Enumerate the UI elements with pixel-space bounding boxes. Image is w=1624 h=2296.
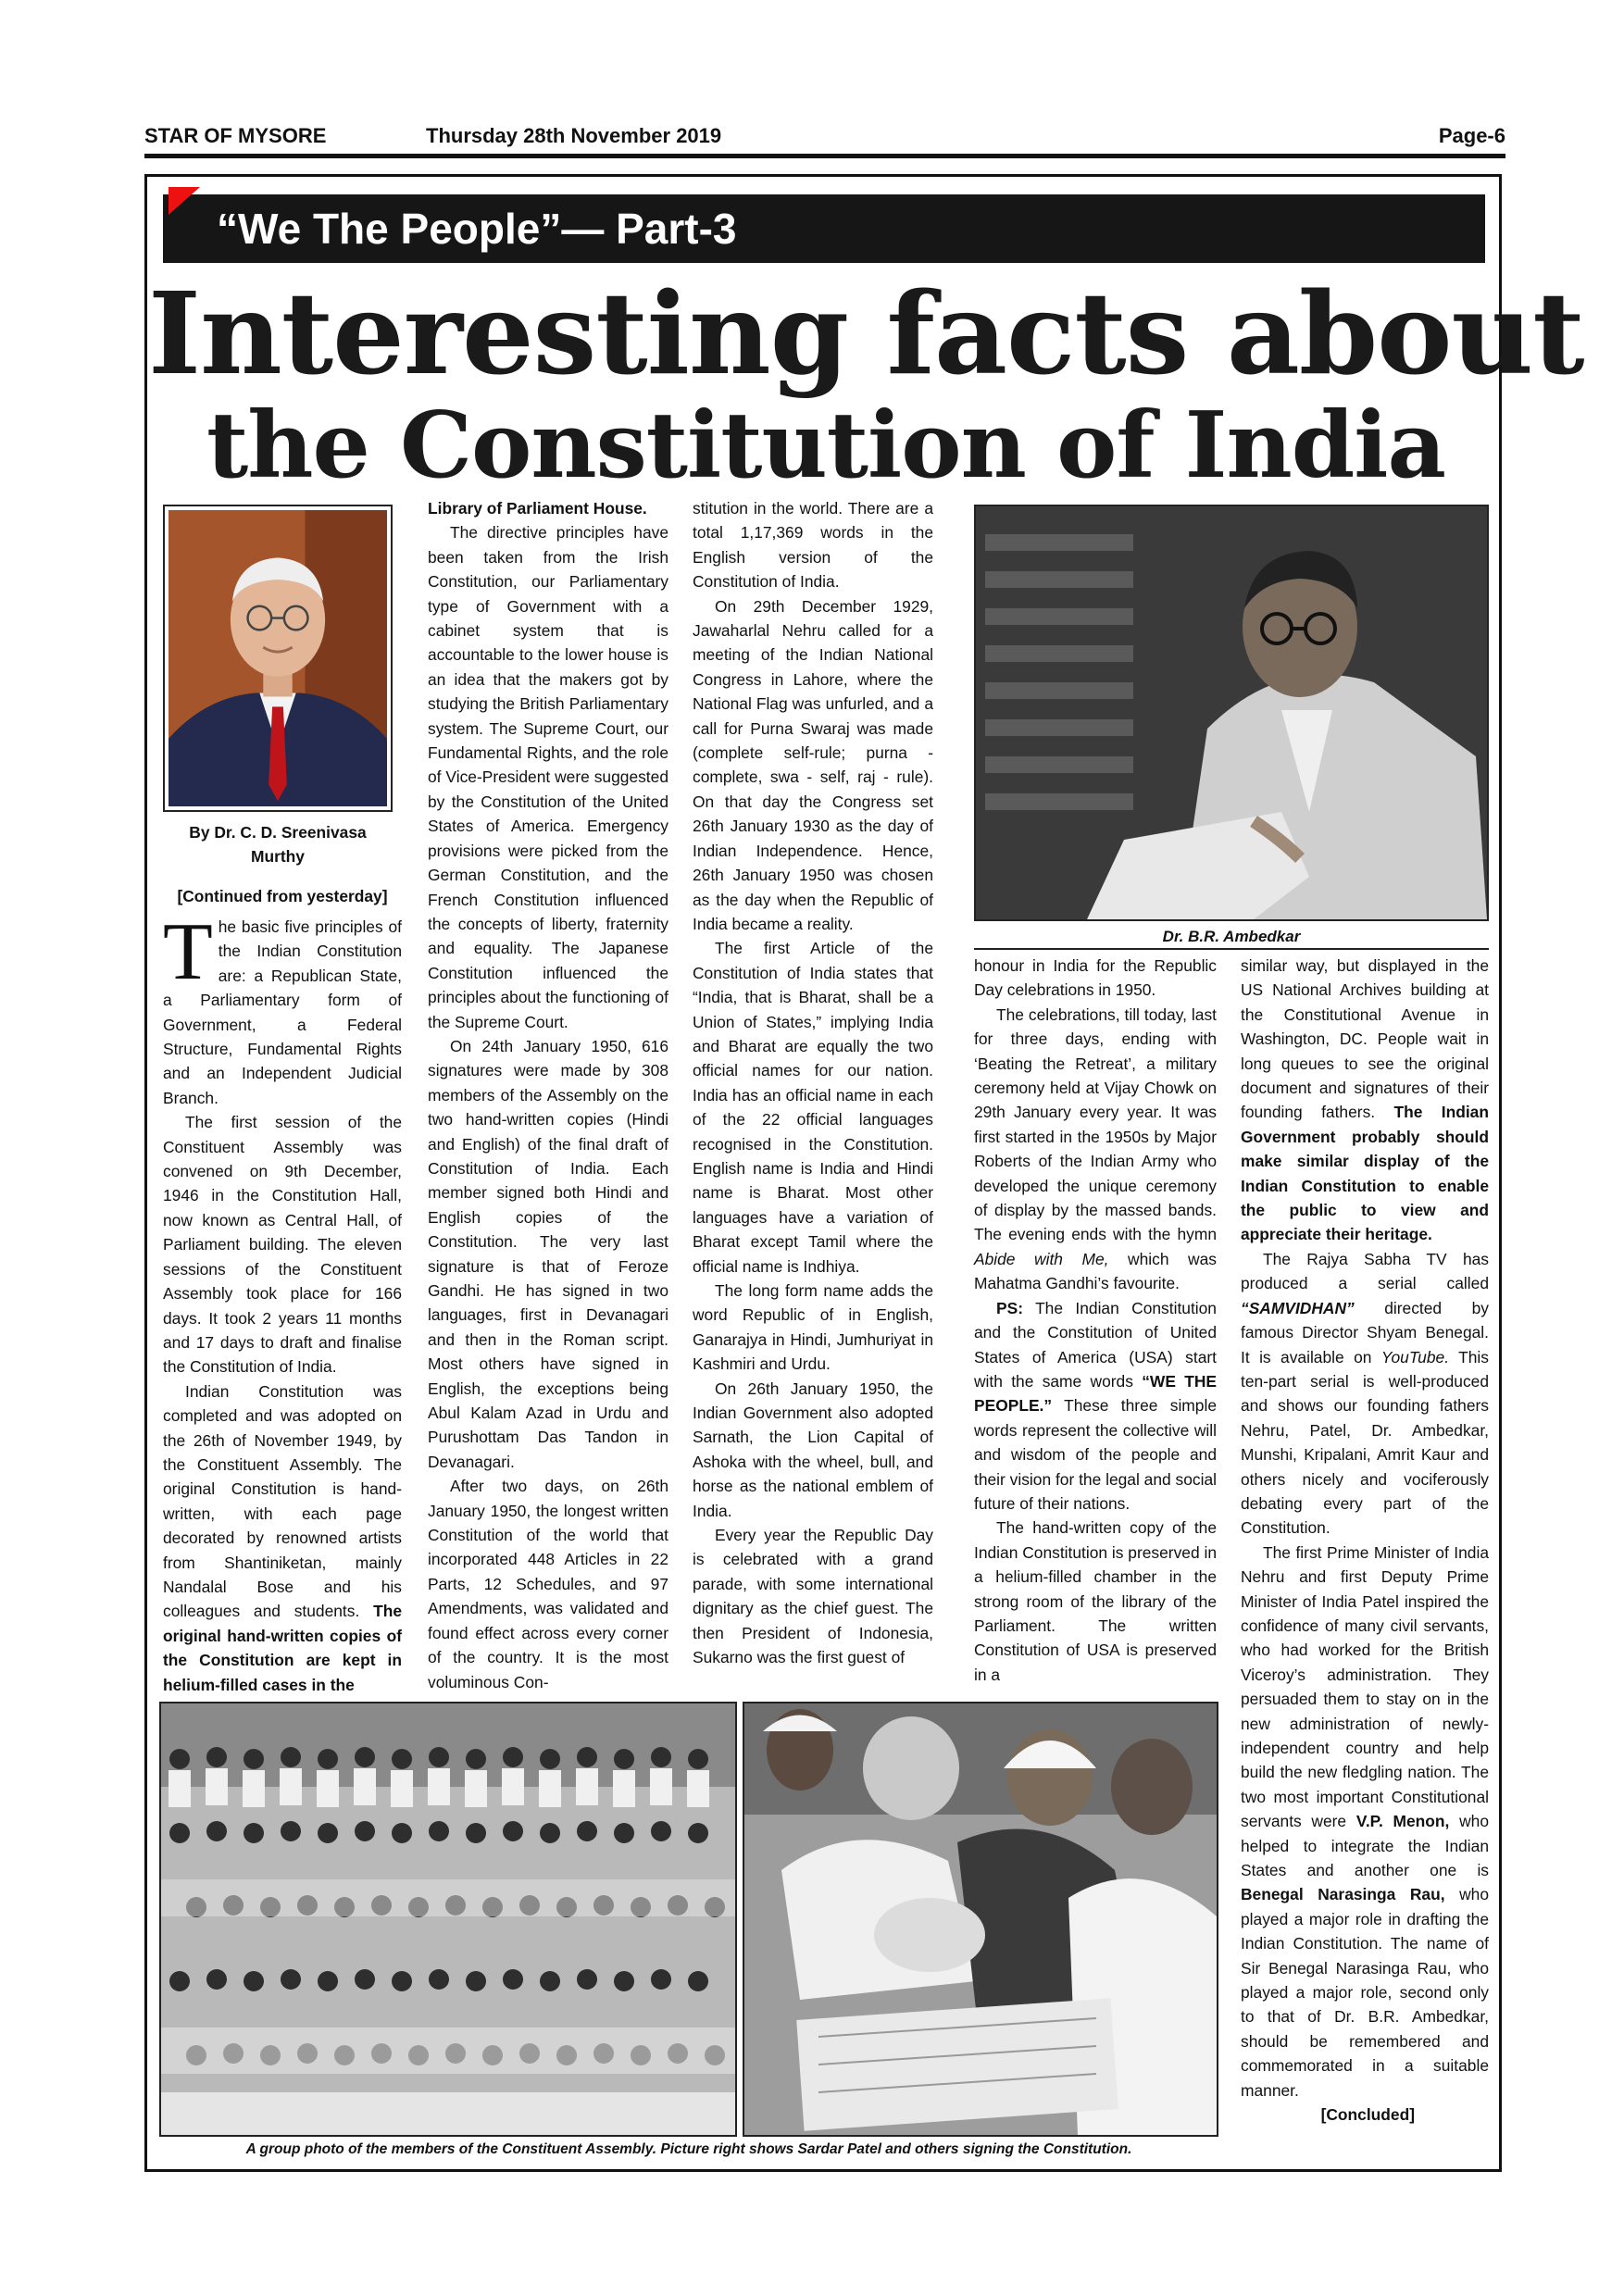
col2-paragraph-1 [428, 496, 668, 520]
col4-ps-label: PS: [996, 1298, 1023, 1317]
byline: By Dr. C. D. Sreenivasa Murthy [189, 823, 367, 866]
col1-p1-text: he basic five principles of the Indian Constitution are: a Republican State, a Parliamentary form of Government, a Federal Structure, Fundamental Rights and an Independent Judicial Branch. [163, 917, 402, 1107]
col1-paragraph-2: The first session of the Constituent Assembly was convened on 9th December, 1946 in the Constitution Hall, now known as Central Hall, of Parliament building. The eleven sessions of the Constituent Assembly took place for 166 days. It took 2 years 11 months and 17 days to draft and finalise the Constitution of India. [163, 1113, 402, 1377]
author-photo [163, 505, 393, 812]
newspaper-name: STAR OF MYSORE [144, 124, 327, 147]
constitution-signing-photo [743, 1702, 1218, 2137]
column-3 [693, 496, 933, 1670]
col4-p3-text-a: The Indian Constitution and the Constitution of United States of America (USA) start with the same words [974, 1298, 1217, 1391]
page-number: Page-6 [1438, 124, 1505, 147]
signing-photo-image [744, 1703, 1217, 2135]
col4-p2-text-a: The celebrations, till today, last for three days, ending with ‘Beating the Retreat’, a military ceremony held at Vijay Chowk on 29th January every year. It was first started in the 1950s by Major Roberts of the Indian Army who developed the unique ceremony of display by the massed bands. The evening ends with the hymn [974, 1004, 1217, 1244]
col1-paragraph-1 [163, 907, 402, 1110]
col5-p2-text-b: directed by famous Director Shyam Benegal. It is available on [1241, 1298, 1489, 1366]
col5-p2-text-a: The Rajya Sabha TV has produced a serial called [1241, 1249, 1489, 1293]
bottom-photo-caption: A group photo of the members of the Constituent Assembly. Picture right shows Sardar Patel and others signing the Constitution. [245, 2141, 1132, 2157]
col3-paragraph-5: On 26th January 1950, the Indian Government also adopted Sarnath, the Lion Capital of Ashoka with the wheel, bull, and horse as the national emblem of India. [693, 1379, 933, 1520]
column-5 [1241, 954, 1489, 2128]
col5-p3-text-c: who played a major role in drafting the Indian Constitution. The name of Sir Benegal Narasinga Rau, who played a major role, second only to that of Dr. B.R. Ambedkar, should be remembered and commemorated in a suitable manner. [1241, 1885, 1489, 2100]
red-corner-flag [169, 187, 200, 215]
col5-p3-bold-2: Benegal Narasinga Rau, [1241, 1885, 1445, 1904]
constituent-assembly-group-photo [159, 1702, 737, 2137]
col3-paragraph-2: On 29th December 1929, Jawaharlal Nehru called for a meeting of the Indian National Congress in Lahore, where the National Flag was unfurled, and a call for Purna Swaraj was made (complete self-rule; purna - complete, swa - self, raj - rule). On that day the Congress set 26th January 1930 as the day of Indian Independence. Hence, 26th January 1950 was chosen as the day when the Republic of India became a reality. [693, 596, 933, 933]
headline-line-1: Interesting facts about [148, 267, 1584, 400]
continued-note: [Continued from yesterday] [177, 887, 388, 905]
col4-p3-bold: “WE THE PEOPLE.” [974, 1371, 1217, 1416]
group-photo-image [161, 1703, 735, 2135]
col5-p2-italic: YouTube. [1380, 1347, 1450, 1366]
col5-paragraph-1 [1241, 954, 1489, 1247]
col4-p2-italic: Abide with Me, [974, 1249, 1109, 1268]
ambedkar-caption: Dr. B.R. Ambedkar [974, 926, 1489, 950]
col4-paragraph-4: The hand-written copy of the Indian Constitution is preserved in a helium-filled chamber in the strong room of the library of the Parliament. The written Constitution of USA is preserved in a [974, 1518, 1217, 1684]
author-portrait-image [169, 510, 387, 806]
col4-p3-text-b: These three simple words represent the collective will and wisdom of the people and their vision for the legal and social future of their nations. [974, 1396, 1217, 1513]
headline-line-2: the Constitution of India [206, 393, 1445, 499]
col3-paragraph-6: Every year the Republic Day is celebrated with a grand parade, with some international dignitary as the chief guest. The then President of Indonesia, Sukarno was the first guest of [693, 1526, 933, 1667]
col1-p3-text: Indian Constitution was completed and was adopted on the 26th of November 1949, by the Constituent Assembly. The original Constitution is hand-written, with each page decorated by renowned artists from Shantiniketan, mainly Nandalal Bose and his colleagues and students. [163, 1381, 402, 1621]
col2-paragraph-2: The directive principles have been taken from the Irish Constitution, our Parliamentary type of Government with a cabinet system that is accountable to the lower house is an idea that the makers got by studying the British Parliamentary system. The Supreme Court, our Fundamental Rights, and the role of Vice-President were suggested by the Constitution of the United States of America. Emergency provisions were picked from the German Constitution, and the French Constitution influenced the concepts of liberty, fraternity and equality. The Japanese Constitution influenced the principles about the functioning of the Supreme Court. [428, 523, 668, 1031]
col2-p1-bold: Library of Parliament House. [428, 499, 647, 518]
col5-p3-bold-1: V.P. Menon, [1355, 1812, 1450, 1831]
ambedkar-image [976, 506, 1487, 919]
col2-paragraph-3: On 24th January 1950, 616 signatures were made by 308 members of the Assembly on the two hand-written copies (Hindi and English) of the final draft of Constitution of India. Each member signed both Hindi and English copies of the Constitution. The very last signature is that of Feroze Gandhi. He has signed in two languages, first in Devanagari and then in the Roman script. Most others have signed in English, the exceptions being Abul Kalam Azad in Urdu and Purushottam Das Tandon in Devanagari. [428, 1036, 668, 1471]
col5-p2-bold: “SAMVIDHAN” [1241, 1298, 1355, 1317]
col2-paragraph-4: After two days, on 26th January 1950, the longest written Constitution of the world that incorporated 448 Articles in 22 Parts, 12 Schedules, and 97 Amendments, was validated and found effect across every corner of the country. It is the most voluminous Con- [428, 1477, 668, 1691]
col5-p2-text-c: This ten-part serial is well-produced and shows our founding fathers Nehru, Patel, Dr. Ambedkar, Munshi, Kripalani, Amrit Kaur and others nicely and vociferously debating every part of the Constitution. [1241, 1347, 1489, 1538]
col3-paragraph-3: The first Article of the Constitution of India states that “India, that is Bharat, shall be a Union of States,” implying India and Bharat are equally the two official names for our nation. India has an official name in each of the 22 official languages recognised in the Constitution. English name is India and Hindi name is Bharat. Most other languages have a variation of Bharat except Tamil where the official name is Indhiya. [693, 939, 933, 1276]
col5-paragraph-3 [1241, 1541, 1489, 2103]
column-2 [428, 496, 668, 1694]
col3-paragraph-1: stitution in the world. There are a total 1,17,369 words in the English version of the Constitution of India. [693, 499, 933, 592]
series-title: “We The People”— Part-3 [163, 194, 1485, 263]
col3-paragraph-4: The long form name adds the word Republic of in English, Ganarajya in Hindi, Jumhuriyat in Kashmiri and Urdu. [693, 1281, 933, 1374]
col1-paragraph-3 [163, 1379, 402, 1697]
col4-paragraph-3 [974, 1296, 1217, 1516]
column-4 [974, 954, 1217, 1687]
column-1 [163, 907, 402, 1697]
concluded-note: [Concluded] [1320, 2105, 1415, 2125]
col1-p3-bold: The original hand-written copies of the Constitution are kept in helium-filled cases in the [163, 1602, 402, 1694]
col5-paragraph-2 [1241, 1247, 1489, 1541]
col5-p1-bold: The Indian Government probably should make similar display of the Indian Constitution to enable the public to view and appreciate their heritage. [1241, 1103, 1489, 1244]
masthead [144, 124, 1505, 158]
col4-paragraph-2 [974, 1003, 1217, 1296]
col5-p3-text-b: who helped to integrate the Indian States and another one is [1241, 1812, 1489, 1880]
drop-cap: T [163, 907, 213, 997]
col5-p3-text-a: The first Prime Minister of India Nehru and first Deputy Prime Minister of India Patel inspired the confidence of many civil servants, who had worked for the British Viceroy’s administration. They persuaded them to stay on in the new administration of newly-independent country and help build the new fledgling nation. The two most important Constitutional servants were [1241, 1542, 1489, 1831]
ambedkar-photo [974, 505, 1489, 921]
issue-date: Thursday 28th November 2019 [426, 124, 722, 147]
col5-p1-text: similar way, but displayed in the US National Archives building at the Constitutional Avenue in Washington, DC. People wait in long queues to see the original document and signatures of their founding fathers. [1241, 956, 1489, 1122]
col4-paragraph-1: honour in India for the Republic Day celebrations in 1950. [974, 956, 1217, 1000]
col4-p2-text-b: which was Mahatma Gandhi’s favourite. [974, 1249, 1217, 1293]
